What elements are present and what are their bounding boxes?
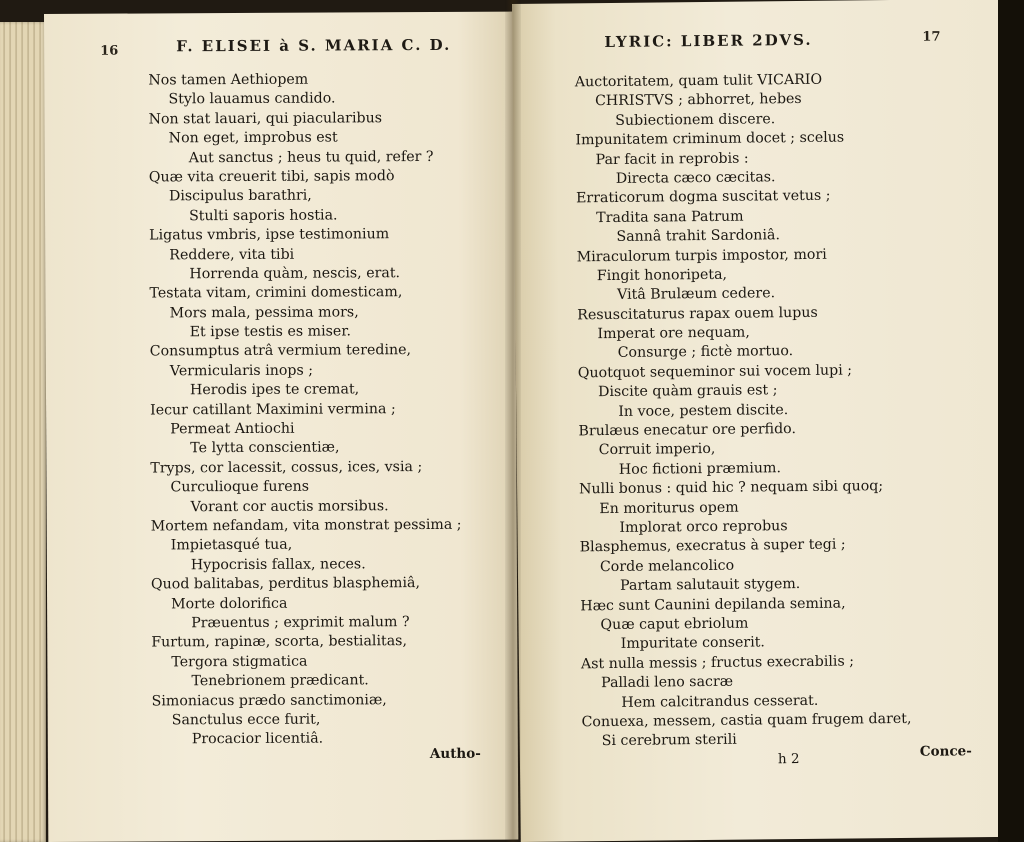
verse-line: Subiectionem discere. xyxy=(615,111,776,129)
verse-line: Non eget, improbus est xyxy=(168,129,338,147)
verse-line: Herodis ipes te cremat, xyxy=(189,381,360,399)
verse-line: Reddere, vita tibi xyxy=(169,246,295,263)
left-page-number: 16 xyxy=(100,43,119,59)
verse-line: En moriturus opem xyxy=(599,499,739,517)
verse-line: Sanctulus ecce furit, xyxy=(171,711,321,729)
verse-line: Sannâ trahit Sardoniâ. xyxy=(616,227,781,246)
verse-line: Hæc sunt Caunini depilanda semina, xyxy=(580,595,846,614)
verse-line: Consumptus atrâ vermium teredine, xyxy=(149,342,412,360)
verse-line: Quæ caput ebriolum xyxy=(600,615,749,634)
verse-line: Nulli bonus : quid hic ? nequam sibi quoq; xyxy=(579,478,884,498)
verse-line: Auctoritatem, quam tulit VICARIO xyxy=(574,71,823,91)
verse-line: Tradita sana Patrum xyxy=(596,208,744,226)
right-verse-lines xyxy=(575,70,912,752)
verse-line: Corruit imperio, xyxy=(598,441,716,459)
verse-line: Brulæus enecatur ore perfido. xyxy=(578,421,797,440)
left-page xyxy=(44,12,518,842)
left-catchword: Autho- xyxy=(429,745,481,762)
verse-line: Conuexa, messem, castia quam frugem daret, xyxy=(581,710,912,731)
verse-line: Horrenda quàm, nescis, erat. xyxy=(189,265,401,283)
left-verse-lines xyxy=(148,70,462,750)
verse-line: Tenebrionem prædicant. xyxy=(191,672,369,690)
verse-line: Quod balitabas, perditus blasphemiâ, xyxy=(150,575,420,593)
verse-line: Quæ vita creuerit tibi, sapis modò xyxy=(148,168,395,186)
verse-line: Impuritate conserit. xyxy=(620,634,765,653)
verse-line: Vorant cor auctis morsibus. xyxy=(190,497,389,515)
verse-line: Discite quàm grauis est ; xyxy=(597,382,778,401)
verse-line: Non stat lauari, qui piacularibus xyxy=(148,110,383,128)
verse-line: Palladi leno sacræ xyxy=(601,673,734,692)
verse-line: Imperat ore nequam, xyxy=(597,324,750,343)
verse-line: Blasphemus, execratus à super tegi ; xyxy=(579,536,846,556)
verse-line: Morte dolorifica xyxy=(171,595,288,612)
verse-line: Erraticorum dogma suscitat vetus ; xyxy=(575,188,831,207)
verse-line: Stylo lauamus candido. xyxy=(168,90,336,108)
page-edges xyxy=(0,22,46,842)
verse-line: Si cerebrum sterili xyxy=(601,731,737,750)
verse-line: Corde melancolico xyxy=(599,557,735,575)
verse-line: CHRISTVS ; abhorret, hebes xyxy=(594,91,802,110)
right-catchword: Conce- xyxy=(919,743,972,760)
verse-line: In voce, pestem discite. xyxy=(618,401,789,420)
verse-line: Mortem nefandam, vita monstrat pessima ; xyxy=(150,516,462,535)
verse-line: Mors mala, pessima mors, xyxy=(169,304,359,322)
verse-line: Impunitatem criminum docet ; scelus xyxy=(575,129,845,149)
verse-line: Fingit honoripeta, xyxy=(596,266,728,285)
verse-line: Permeat Antiochi xyxy=(170,420,295,438)
right-running-head: LYRIC: LIBER 2DVS. xyxy=(604,30,813,52)
verse-line: Par facit in reprobis : xyxy=(595,150,749,168)
right-page xyxy=(512,0,1007,842)
verse-line: Testata vitam, crimini domesticam, xyxy=(149,284,403,302)
verse-line: Consurge ; fictè mortuo. xyxy=(617,343,794,362)
verse-line: Implorat orco reprobus xyxy=(619,518,788,536)
verse-line: Furtum, rapinæ, scorta, bestialitas, xyxy=(151,633,407,651)
verse-line: Ast nulla messis ; fructus execrabilis ; xyxy=(580,653,855,673)
verse-line: Simoniacus prædo sanctimoniæ, xyxy=(151,691,387,709)
verse-line: Resuscitaturus rapax ouem lupus xyxy=(577,304,818,324)
verse-line: Ligatus vmbris, ipse testimonium xyxy=(149,226,390,244)
verse-line: Curculioque furens xyxy=(170,478,310,496)
verse-line: Præuentus ; exprimit malum ? xyxy=(191,614,410,632)
verse-line: Hem calcitrandus cesserat. xyxy=(621,692,819,711)
verse-line: Miraculorum turpis impostor, mori xyxy=(576,246,827,265)
background-edge xyxy=(998,0,1024,842)
verse-line: Hoc fictioni præmium. xyxy=(618,460,782,478)
verse-line: Nos tamen Aethiopem xyxy=(148,71,309,89)
verse-line: Discipulus barathri, xyxy=(168,187,312,205)
verse-line: Procacior licentiâ. xyxy=(191,730,324,748)
verse-line: Et ipse testis es miser. xyxy=(189,323,352,341)
verse-line: Partam salutauit stygem. xyxy=(620,576,801,595)
left-running-head: F. ELISEI à S. MARIA C. D. xyxy=(176,35,452,56)
verse-line: Stulti saporis hostia. xyxy=(189,207,338,224)
verse-line: Te lytta conscientiæ, xyxy=(190,439,340,457)
gutter-shadow xyxy=(505,0,521,842)
verse-line: Impietasqué tua, xyxy=(170,537,293,554)
verse-line: Tergora stigmatica xyxy=(171,653,308,671)
verse-line: Quotquot sequeminor sui vocem lupi ; xyxy=(577,362,853,382)
verse-line: Directa cæco cæcitas. xyxy=(615,169,776,187)
signature-mark: h 2 xyxy=(777,751,800,768)
verse-line: Tryps, cor lacessit, cossus, ices, vsia ; xyxy=(150,458,423,477)
verse-line: Vitâ Brulæum cedere. xyxy=(616,285,776,304)
verse-line: Hypocrisis fallax, neces. xyxy=(190,556,366,574)
verse-line: Iecur catillant Maximini vermina ; xyxy=(150,400,396,419)
verse-line: Aut sanctus ; heus tu quid, refer ? xyxy=(188,148,434,166)
right-page-number: 17 xyxy=(922,29,941,45)
verse-line: Vermicularis inops ; xyxy=(169,362,314,380)
